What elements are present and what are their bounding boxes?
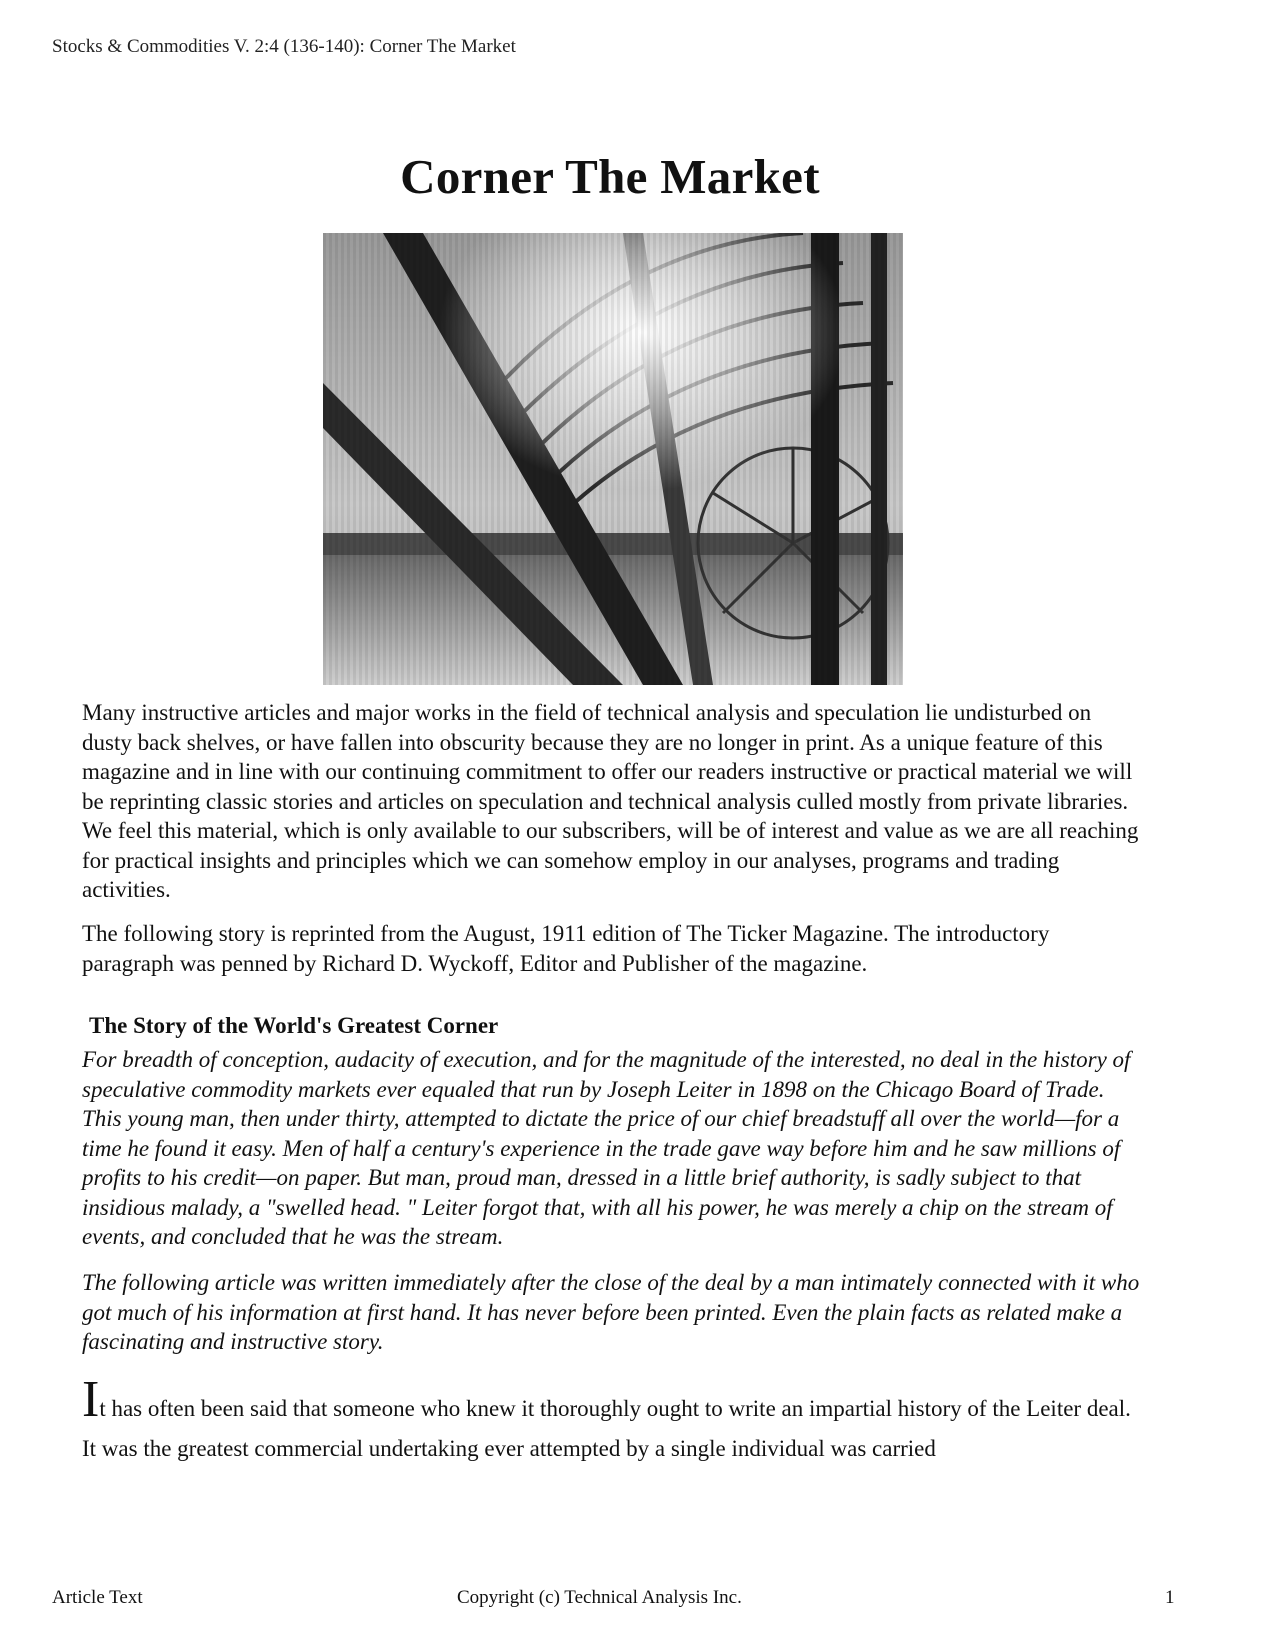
- section-heading: The Story of the World's Greatest Corner: [89, 1013, 499, 1038]
- footer-copyright: Copyright (c) Technical Analysis Inc.: [457, 1587, 742, 1608]
- running-header: Stocks & Commodities V. 2:4 (136-140): Corner The Market: [52, 36, 516, 57]
- italic-intro-paragraph: For breadth of conception, audacity of execution, and for the magnitude of the interested, no deal in the history of speculative commodity markets ever equaled that run by Joseph Leiter in 1898 on the Chicago Board of Trade. This young man, then under thirty, attempted to dictate the price of our chief breadstuff all over the world—for a time he found it easy. Men of half a century's experience in the trade gave way before him and he saw millions of profits to his credit—on paper. But man, proud man, dressed in a little brief authority, is sadly subject to that insidious malady, a "swelled head. " Leiter forgot that, with all his power, he was merely a chip on the stream of events, and concluded that he was the stream.: [82, 1047, 1131, 1249]
- intro-paragraph: Many instructive articles and major works in the field of technical analysis and speculation lie undisturbed on dusty back shelves, or have fallen into obscurity because they are no longer in print. As a unique feature of this magazine and in line with our continuing commitment to offer our readers instructive or practical material we will be reprinting classic stories and articles on speculation and technical analysis culled mostly from private libraries. We feel this material, which is only available to our subscribers, will be of interest and value as we are all reaching for practical insights and principles which we can somehow employ in our analyses, programs and trading activities.: [82, 700, 1139, 902]
- footer-label: Article Text: [52, 1587, 143, 1608]
- italic-intro-paragraph: The following article was written immediately after the close of the deal by a man intimately connected with it who got much of his information at first hand. It has never before been printed. Even the plain facts as related make a fascinating and instructive story.: [82, 1270, 1140, 1354]
- drop-cap: I: [82, 1371, 100, 1428]
- body-text: t has often been said that someone who knew it thoroughly ought to write an impartial history of the Leiter deal. It was the greatest commercial undertaking ever attempted by a single individual was carried: [82, 1396, 1131, 1461]
- article-photo: [323, 233, 903, 685]
- page-number: 1: [1165, 1587, 1175, 1608]
- intro-paragraph: The following story is reprinted from the August, 1911 edition of The Ticker Magazine. The introductory paragraph was penned by Richard D. Wyckoff, Editor and Publisher of the magazine.: [82, 921, 1050, 976]
- body-paragraph: [82, 1371, 1142, 1469]
- article-title: Corner The Market: [400, 149, 820, 204]
